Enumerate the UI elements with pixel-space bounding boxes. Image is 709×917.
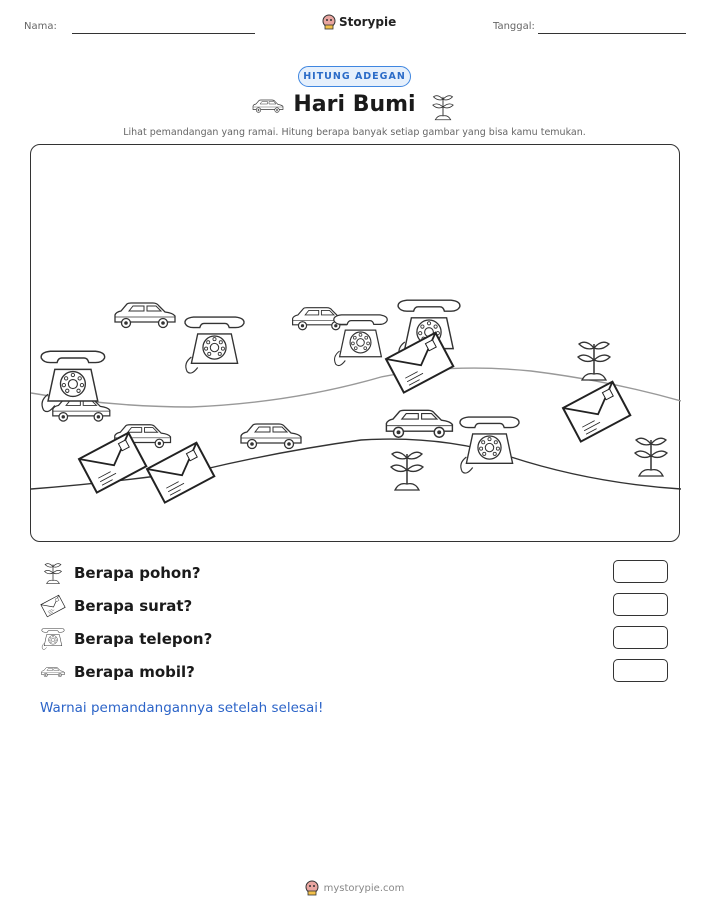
name-label: Nama: xyxy=(24,21,57,32)
footer xyxy=(0,880,709,896)
coloring-instruction: Warnai pemandangannya setelah selesai! xyxy=(40,700,324,716)
question-text: Berapa pohon? xyxy=(74,564,201,582)
brand-name: Storypie xyxy=(339,15,397,29)
question-text: Berapa telepon? xyxy=(74,630,213,648)
telephone-icon xyxy=(334,315,387,366)
question-text: Berapa surat? xyxy=(74,597,193,615)
date-label: Tanggal: xyxy=(493,21,535,32)
envelope-icon xyxy=(563,382,630,442)
envelope-icon xyxy=(40,594,66,618)
car-icon xyxy=(115,303,175,328)
answer-box[interactable] xyxy=(613,659,668,682)
date-field[interactable] xyxy=(538,33,686,34)
car-icon xyxy=(40,665,66,679)
answer-box[interactable] xyxy=(613,560,668,583)
category-badge: HITUNG ADEGAN xyxy=(298,66,411,87)
telephone-icon xyxy=(41,627,65,651)
name-field[interactable] xyxy=(72,33,255,34)
question-row-cars xyxy=(40,658,670,686)
storypie-mascot-icon xyxy=(322,14,336,30)
question-row-telephones xyxy=(40,625,670,653)
tree-icon xyxy=(44,561,62,585)
envelope-icon xyxy=(147,443,214,503)
tree-icon xyxy=(635,438,667,476)
page-title: Hari Bumi xyxy=(293,92,416,117)
car-icon xyxy=(241,424,301,449)
answer-box[interactable] xyxy=(613,626,668,649)
question-row-trees xyxy=(40,559,670,587)
storypie-mascot-icon xyxy=(305,880,319,896)
answer-box[interactable] xyxy=(613,593,668,616)
tree-icon xyxy=(391,452,423,490)
instructions-text: Lihat pemandangan yang ramai. Hitung berapa banyak setiap gambar yang bisa kamu temukan. xyxy=(123,127,586,138)
counting-scene xyxy=(30,144,680,542)
telephone-icon xyxy=(185,317,244,373)
question-text: Berapa mobil? xyxy=(74,663,195,681)
car-icon xyxy=(386,410,452,437)
tree-icon xyxy=(578,342,610,380)
tree-icon xyxy=(432,93,454,121)
footer-site: mystorypie.com xyxy=(323,882,405,894)
brand-logo xyxy=(322,14,396,30)
telephone-icon xyxy=(460,417,519,473)
question-row-letters xyxy=(40,592,670,620)
